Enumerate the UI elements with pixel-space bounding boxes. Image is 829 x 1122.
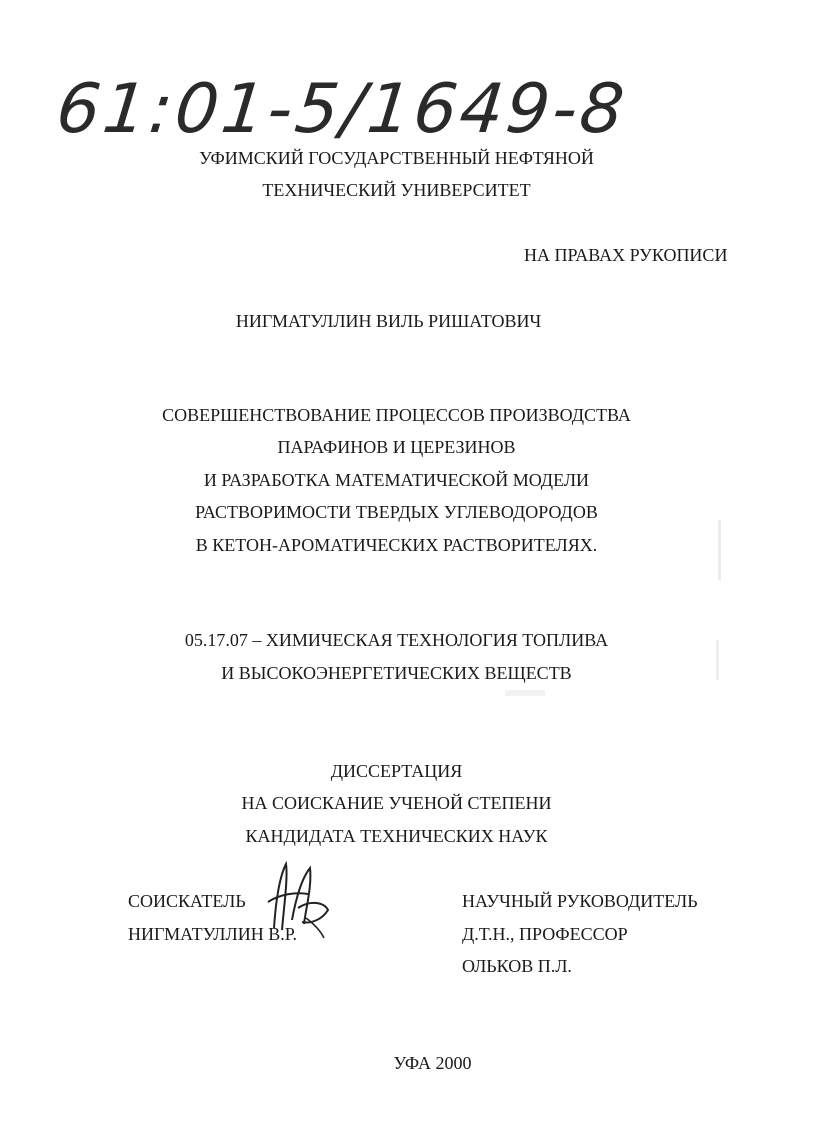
rights-note: НА ПРАВАХ РУКОПИСИ	[524, 245, 728, 265]
title-line-4: РАСТВОРИМОСТИ ТВЕРДЫХ УГЛЕВОДОРОДОВ	[195, 502, 598, 522]
title-line-5: В КЕТОН-АРОМАТИЧЕСКИХ РАСТВОРИТЕЛЯХ.	[195, 535, 598, 555]
scan-artifact	[505, 690, 545, 696]
supervisor-label: НАУЧНЫЙ РУКОВОДИТЕЛЬ	[462, 891, 698, 911]
title-line-2: ПАРАФИНОВ И ЦЕРЕЗИНОВ	[277, 437, 516, 457]
degree-line-3: КАНДИДАТА ТЕХНИЧЕСКИХ НАУК	[245, 826, 548, 846]
applicant-name: НИГМАТУЛЛИН В.Р.	[128, 924, 297, 944]
supervisor-name: ОЛЬКОВ П.Л.	[462, 956, 572, 976]
applicant-label: СОИСКАТЕЛЬ	[128, 891, 246, 911]
applicant-signature	[262, 858, 334, 940]
author-full-name: НИГМАТУЛЛИН ВИЛЬ РИШАТОВИЧ	[235, 311, 542, 331]
scan-artifact	[716, 640, 719, 680]
title-line-3: И РАЗРАБОТКА МАТЕМАТИЧЕСКОЙ МОДЕЛИ	[203, 470, 590, 490]
supervisor-degree: Д.Т.Н., ПРОФЕССОР	[462, 924, 628, 944]
handwritten-shelfmark	[52, 62, 631, 152]
degree-line-1: ДИССЕРТАЦИЯ	[330, 761, 463, 781]
university-line-1: УФИМСКИЙ ГОСУДАРСТВЕННЫЙ НЕФТЯНОЙ	[199, 148, 594, 168]
shelfmark-text: 61:01-5/1649-8	[52, 70, 631, 149]
city-year: УФА 2000	[393, 1053, 472, 1073]
university-line-2: ТЕХНИЧЕСКИЙ УНИВЕРСИТЕТ	[262, 180, 531, 200]
specialty-line-2: И ВЫСОКОЭНЕРГЕТИЧЕСКИХ ВЕЩЕСТВ	[221, 663, 572, 683]
degree-line-2: НА СОИСКАНИЕ УЧЕНОЙ СТЕПЕНИ	[241, 793, 552, 813]
specialty-line-1: 05.17.07 – ХИМИЧЕСКАЯ ТЕХНОЛОГИЯ ТОПЛИВА	[184, 630, 609, 650]
scan-artifact	[718, 520, 721, 580]
title-line-1: СОВЕРШЕНСТВОВАНИЕ ПРОЦЕССОВ ПРОИЗВОДСТВА	[162, 405, 631, 425]
